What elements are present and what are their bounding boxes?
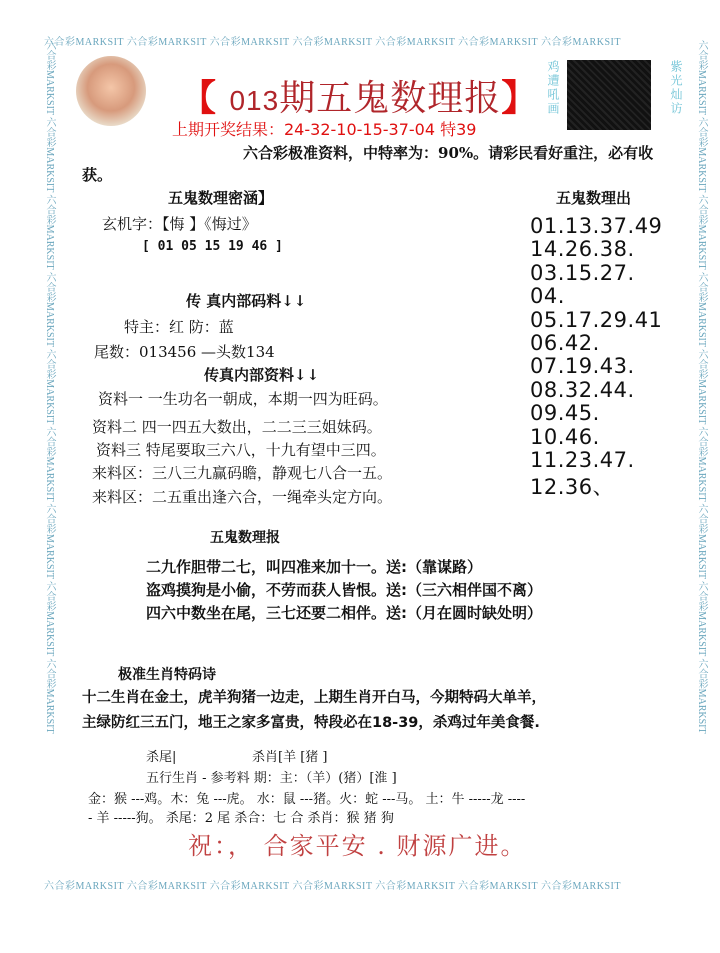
bracket-right: 】: [501, 77, 539, 119]
number-list-item: 08.32.44.: [530, 377, 635, 402]
right-heading: 五鬼数理出: [556, 189, 632, 207]
border-bottom: [44, 880, 712, 894]
border-text: 六合彩MARKSIT 六合彩MARKSIT 六合彩MARKSIT 六合彩MARKSIT 六合彩MARKSIT 六合彩MARKSIT 六合彩MARKSIT: [44, 881, 621, 892]
bracket-left: 【: [180, 77, 218, 119]
border-left: [42, 40, 56, 885]
report-heading: 五鬼数理报: [210, 530, 280, 546]
number-list-item: 11.23.47.: [530, 448, 635, 472]
elements-line: 金：猴 ---鸡。木：兔 ---虎。 水：鼠 ---猪。火：蛇 ---马。 土：牛 -----龙 ----: [88, 792, 526, 807]
qr-side-text-right: 紫光灿访: [669, 60, 683, 116]
page-title: [180, 70, 538, 121]
info-item: 来料区：三八三九赢码瞻，静观七八合一五。: [92, 464, 393, 482]
info-item: 资料二 四一四五大数出，二二三三姐妹码。: [92, 418, 382, 436]
fax-heading-2: 传真内部资料↓↓: [204, 366, 320, 384]
number-list-item: 07.19.43.: [530, 354, 635, 379]
title-text: 期五鬼数理报: [279, 78, 502, 119]
portrait-avatar: [76, 56, 146, 126]
sha-xiao: 杀肖[羊 [猪 ]: [252, 750, 328, 765]
elements-line: - 羊 -----狗。 杀尾：2 尾 杀合：七 合 杀肖：猴 猪 狗: [88, 811, 394, 826]
border-text: 六合彩MARKSIT 六合彩MARKSIT 六合彩MARKSIT 六合彩MARKSIT 六合彩MARKSIT 六合彩MARKSIT 六合彩MARKSIT 六合彩MARKSIT 六合彩MARKSIT: [696, 40, 707, 734]
wuxing-text: 五行生肖 - 参考料 期：主：（羊）(猪）[淮 ]: [146, 771, 397, 786]
info-item: 来料区：二五重出逢六合，一绳牵头定方向。: [92, 488, 393, 506]
number-list-item: 06.42.: [530, 331, 600, 355]
number-list-item: 04.: [530, 284, 565, 309]
xuanji-text: 玄机字：【悔 】《悔过》: [102, 215, 257, 233]
fax-heading: 传 真内部码料↓↓: [186, 292, 307, 310]
weishu-text: 尾数：013456 —头数134: [94, 343, 275, 361]
issue-number: 013: [229, 85, 280, 116]
left-heading: 五鬼数理密涵】: [168, 189, 274, 207]
info-item: 资料三 特尾要取三六八，十九有望中三四。: [96, 441, 386, 459]
number-list-item: 03.15.27.: [530, 260, 635, 285]
poem-heading: 极准生肖特码诗: [118, 667, 216, 683]
poem-line: 主绿防红三五门，地王之家多富贵，特段必在18-39，杀鸡过年美食餐.: [82, 715, 540, 731]
last-result: 上期开奖结果：24-32-10-15-37-04 特39: [172, 120, 477, 139]
xuanji-numbers: [ 01 05 15 19 46 ]: [142, 239, 283, 254]
qr-code: [567, 60, 651, 130]
border-text: 六合彩MARKSIT 六合彩MARKSIT 六合彩MARKSIT 六合彩MARKSIT 六合彩MARKSIT 六合彩MARKSIT 六合彩MARKSIT: [44, 37, 621, 48]
border-top: [44, 36, 712, 50]
qr-side-text-left: 鸡遭吼画: [546, 60, 560, 116]
intro-line: 六合彩极准资料，中特率为：90%。请彩民看好重注，必有收: [243, 144, 654, 162]
intro-line: 获。: [82, 166, 113, 184]
report-line: 四六中数坐在尾，三七还要二相伴。送:（月在圆时缺处明）: [146, 604, 543, 622]
sha-wei: 杀尾|: [146, 750, 177, 765]
report-line: 盗鸡摸狗是小偷，不劳而获人皆恨。送:（三六相伴国不离）: [146, 581, 543, 599]
number-list-item: 14.26.38.: [530, 237, 635, 262]
number-list-item: 09.45.: [530, 401, 600, 426]
number-list-item: 01.13.37.49: [530, 214, 663, 238]
info-item: 资料一 一生功名一朝成，本期一四为旺码。: [98, 390, 388, 408]
report-line: 二九作胆带二七，叫四准来加十一。送:（靠谋路）: [146, 558, 483, 576]
border-right: [694, 40, 708, 885]
poem-line: 十二生肖在金土，虎羊狗猪一边走，上期生肖开白马，今期特码大单羊，: [82, 690, 546, 706]
wish-text: 祝：， 合家平安 . 财源广进。: [188, 832, 527, 860]
number-list-item: 05.17.29.41: [530, 307, 663, 332]
te-zhu-text: 特主：红 防：蓝: [124, 318, 234, 336]
border-text: 六合彩MARKSIT 六合彩MARKSIT 六合彩MARKSIT 六合彩MARKSIT 六合彩MARKSIT 六合彩MARKSIT 六合彩MARKSIT 六合彩MARKSIT 六合彩MARKSIT: [44, 40, 55, 734]
number-list-item: 10.46.: [530, 424, 600, 449]
number-list-item: 12.36、: [530, 475, 615, 500]
